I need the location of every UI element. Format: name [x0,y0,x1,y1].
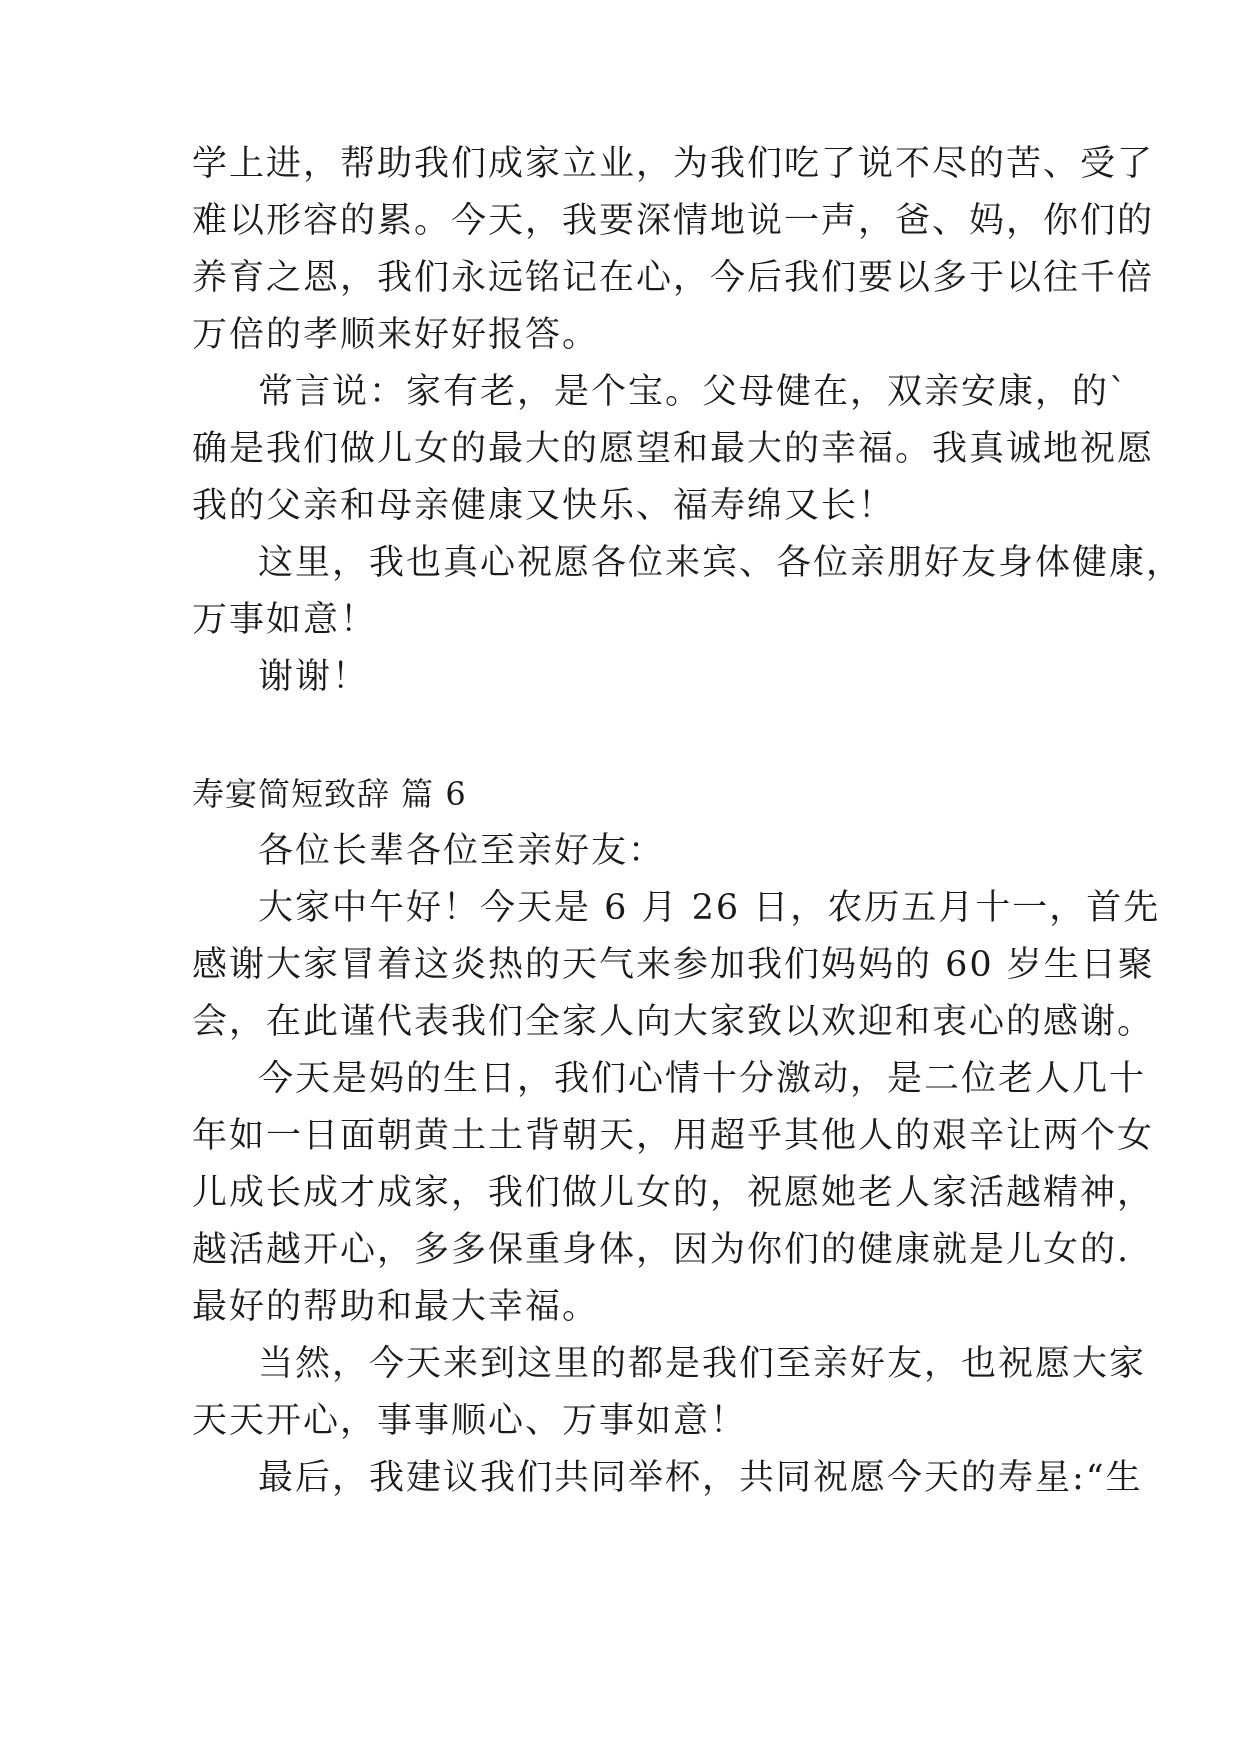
paragraph-line: 常言说：家有老，是个宝。父母健在，双亲安康，的` [258,372,1129,412]
paragraph-line: 难以形容的累。今天，我要深情地说一声，爸、妈，你们的 [192,201,1155,241]
paragraph-line: 年如一日面朝黄土土背朝天，用超乎其他人的艰辛让两个女 [192,1116,1155,1156]
paragraph-line: 谢谢！ [258,657,370,697]
paragraph-line: 今天是妈的生日，我们心情十分激动，是二位老人几十 [258,1059,1147,1099]
paragraph-line: 确是我们做儿女的最大的愿望和最大的幸福。我真诚地祝愿 [192,429,1155,469]
paragraph-line: 养育之恩，我们永远铭记在心，今后我们要以多于以往千倍 [192,258,1155,298]
section-heading: 寿宴简短致辞 篇 6 [192,775,467,813]
paragraph-line: 最好的帮助和最大幸福。 [192,1287,600,1327]
paragraph-line: 天天开心，事事顺心、万事如意！ [192,1401,748,1441]
paragraph-line: 感谢大家冒着这炎热的天气来参加我们妈妈的 60 岁生日聚 [192,945,1155,985]
paragraph-line: 这里，我也真心祝愿各位来宾、各位亲朋好友身体健康， [258,543,1184,583]
paragraph-line: 大家中午好！今天是 6 月 26 日，农历五月十一，首先 [258,888,1161,928]
paragraph-line: 万倍的孝顺来好好报答。 [192,315,600,355]
paragraph-line: 各位长辈各位至亲好友： [258,831,666,871]
paragraph-line: 会，在此谨代表我们全家人向大家致以欢迎和衷心的感谢。 [192,1002,1155,1042]
paragraph-line: 当然，今天来到这里的都是我们至亲好友，也祝愿大家 [258,1344,1147,1384]
paragraph-line: 儿成长成才成家，我们做儿女的，祝愿她老人家活越精神， [192,1173,1155,1213]
paragraph-line: 越活越开心，多多保重身体，因为你们的健康就是儿女的. [192,1230,1131,1270]
paragraph-line: 万事如意！ [192,600,378,640]
paragraph-line: 我的父亲和母亲健康又快乐、福寿绵又长！ [192,486,896,526]
paragraph-line: 最后，我建议我们共同举杯，共同祝愿今天的寿星:“生 [258,1458,1143,1498]
paragraph-line: 学上进，帮助我们成家立业，为我们吃了说不尽的苦、受了 [192,144,1155,184]
